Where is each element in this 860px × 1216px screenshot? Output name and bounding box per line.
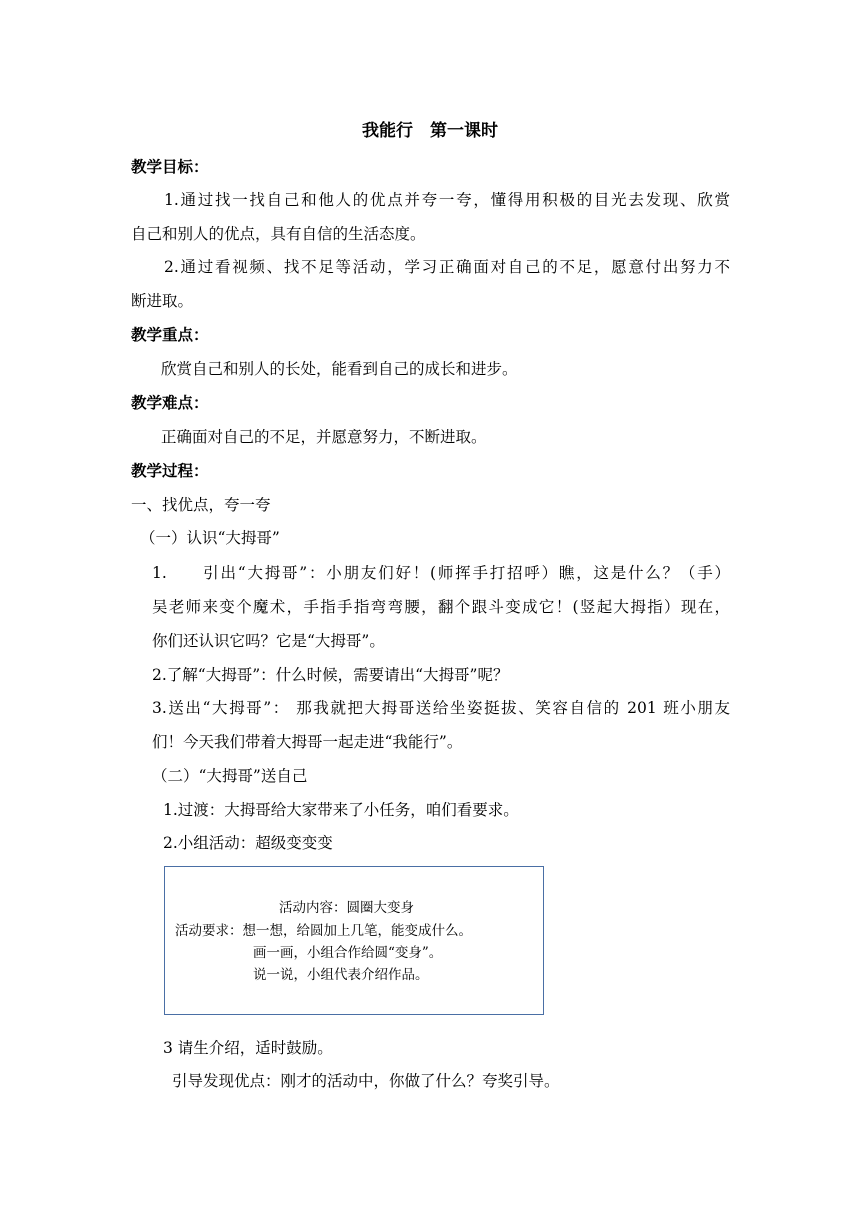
step3-line2: 们！今天我们带着大拇哥一起走进“我能行”。	[152, 733, 463, 751]
key-heading: 教学重点：	[131, 326, 209, 344]
step2: 2.了解“大拇哥”：什么时候，需要请出“大拇哥”呢？	[152, 666, 509, 684]
goal2-line1: 2.通过看视频、找不足等活动，学习正确面对自己的不足，愿意付出努力不	[164, 258, 730, 276]
step3-line1: 3.送出“大拇哥”： 那我就把大拇哥送给坐姿挺拔、笑容自信的 201 班小朋友	[152, 699, 730, 717]
activity-requirement-2: 画一画，小组合作给圆“变身”。	[253, 945, 443, 961]
activity-content: 活动内容：圆圈大变身	[279, 900, 414, 916]
activity-requirement-1: 活动要求：想一想，给圆加上几笔，能变成什么。	[175, 923, 472, 939]
goal2-line2: 断进取。	[131, 292, 194, 310]
guide-text: 引导发现优点：刚才的活动中，你做了什么？夸奖引导。	[172, 1072, 560, 1090]
activity-requirement-3: 说一说，小组代表介绍作品。	[253, 967, 429, 983]
difficulty-heading: 教学难点：	[131, 394, 209, 412]
step1-line2: 吴老师来变个魔术，手指手指弯弯腰，翻个跟斗变成它！(竖起大拇指）现在，	[152, 598, 730, 616]
difficulty-text: 正确面对自己的不足，并愿意努力，不断进取。	[161, 428, 487, 446]
part1-heading: 一、找优点，夸一夸	[131, 496, 271, 514]
goal1-line1: 1.通过找一找自己和他人的优点并夸一夸，懂得用积极的目光去发现、欣赏	[164, 191, 730, 209]
sub2-step1: 1.过渡：大拇哥给大家带来了小任务，咱们看要求。	[163, 801, 519, 819]
sub2-heading: （二）“大拇哥”送自己	[152, 767, 308, 785]
sub2-step2: 2.小组活动：超级变变变	[163, 834, 333, 852]
step1-line3: 你们还认识它吗？它是“大拇哥”。	[152, 632, 385, 650]
key-text: 欣赏自己和别人的长处，能看到自己的成长和进步。	[161, 360, 518, 378]
page-title: 我能行 第一课时	[362, 121, 498, 141]
sub1-heading: （一）认识“大拇哥”	[140, 529, 280, 547]
goal1-line2: 自己和别人的优点，具有自信的生活态度。	[131, 225, 426, 243]
goals-heading: 教学目标：	[131, 158, 209, 176]
sub2-step3: 3 请生介绍，适时鼓励。	[163, 1039, 333, 1057]
step1-line1: 1. 引出“大拇哥”：小朋友们好！(师挥手打招呼）瞧，这是什么？（手）	[152, 564, 730, 582]
activity-box	[164, 866, 544, 1015]
process-heading: 教学过程：	[131, 462, 209, 480]
